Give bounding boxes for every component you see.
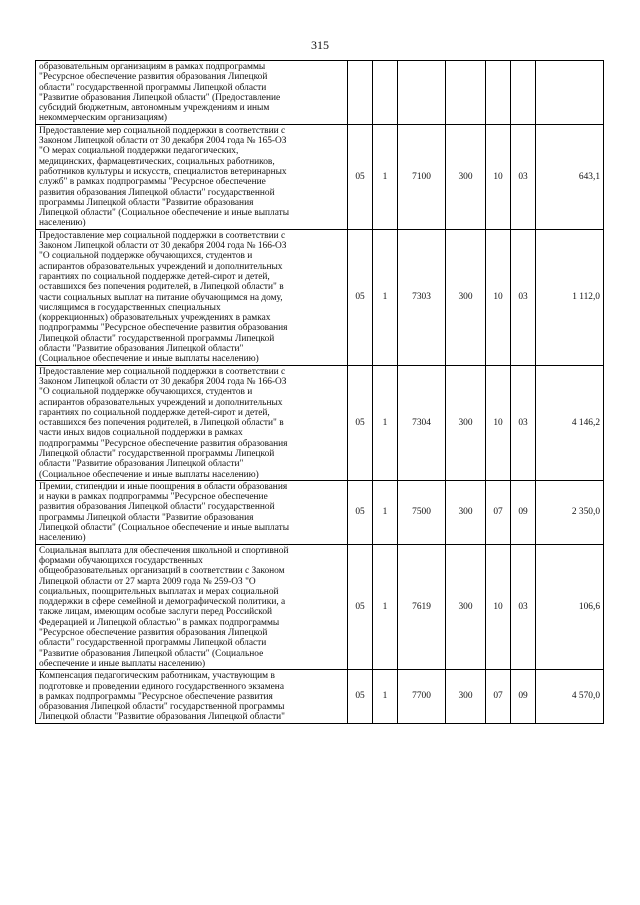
division-code: 07 bbox=[486, 480, 511, 544]
division-code: 07 bbox=[486, 670, 511, 723]
expense-type-code: 300 bbox=[446, 365, 486, 480]
expense-type-code: 300 bbox=[446, 124, 486, 229]
program-code: 1 bbox=[373, 670, 398, 723]
page-number: 315 bbox=[311, 38, 329, 52]
division-code bbox=[486, 61, 511, 125]
amount-value bbox=[536, 61, 604, 125]
amount-value: 643,1 bbox=[536, 124, 604, 229]
division-code: 10 bbox=[486, 229, 511, 365]
table-row bbox=[36, 61, 604, 125]
subprogram-code: 7303 bbox=[398, 229, 446, 365]
subprogram-code: 7619 bbox=[398, 544, 446, 670]
amount-value: 2 350,0 bbox=[536, 480, 604, 544]
expense-type-code bbox=[446, 61, 486, 125]
program-code: 1 bbox=[373, 229, 398, 365]
subprogram-code: 7100 bbox=[398, 124, 446, 229]
table-row bbox=[36, 670, 604, 723]
division-code: 10 bbox=[486, 124, 511, 229]
section-code: 05 bbox=[348, 670, 373, 723]
subdivision-code bbox=[511, 61, 536, 125]
program-code: 1 bbox=[373, 544, 398, 670]
table-row bbox=[36, 229, 604, 365]
row-description: образовательным организациям в рамках подпрограммы "Ресурсное обеспечение развития образования Липецкой области" государственной программы Липецкой области "Развитие образования Липецкой области" (Предоставление субсидий бюджетным, автономным учреждениям и иным некоммерческим организациям) bbox=[36, 61, 348, 125]
amount-value: 4 570,0 bbox=[536, 670, 604, 723]
subdivision-code: 09 bbox=[511, 670, 536, 723]
amount-value: 106,6 bbox=[536, 544, 604, 670]
section-code bbox=[348, 61, 373, 125]
table-row bbox=[36, 480, 604, 544]
program-code: 1 bbox=[373, 124, 398, 229]
section-code: 05 bbox=[348, 124, 373, 229]
expense-type-code: 300 bbox=[446, 229, 486, 365]
subdivision-code: 03 bbox=[511, 544, 536, 670]
program-code: 1 bbox=[373, 480, 398, 544]
budget-table bbox=[35, 60, 604, 724]
amount-value: 1 112,0 bbox=[536, 229, 604, 365]
program-code bbox=[373, 61, 398, 125]
subprogram-code: 7304 bbox=[398, 365, 446, 480]
row-description: Предоставление мер социальной поддержки в соответствии с Законом Липецкой области от 30 декабря 2004 года № 166-ОЗ "О социальной поддержке обучающихся, студентов и аспирантов образовательных учреждений и дополнительных гарантиях по социальной поддержке детей-сирот и детей, оставшихся без попечения родителей, в Липецкой области" в части иных видов социальной поддержки в рамках подпрограммы "Ресурсное обеспечение развития образования Липецкой области" государственной программы Липецкой области "Развитие образования Липецкой области" (Социальное обеспечение и иные выплаты населению) bbox=[36, 365, 348, 480]
expense-type-code: 300 bbox=[446, 544, 486, 670]
amount-value: 4 146,2 bbox=[536, 365, 604, 480]
expense-type-code: 300 bbox=[446, 670, 486, 723]
section-code: 05 bbox=[348, 544, 373, 670]
row-description: Предоставление мер социальной поддержки в соответствии с Законом Липецкой области от 30 декабря 2004 года № 165-ОЗ "О мерах социальной поддержки педагогических, медицинских, фармацевтических, социальных работников, работников культуры и искусств, специалистов ветеринарных служб" в рамках подпрограммы "Ресурсное обеспечение развития образования Липецкой области" государственной программы Липецкой области "Развитие образования Липецкой области" (Социальное обеспечение и иные выплаты населению) bbox=[36, 124, 348, 229]
table-row bbox=[36, 365, 604, 480]
section-code: 05 bbox=[348, 229, 373, 365]
section-code: 05 bbox=[348, 365, 373, 480]
subdivision-code: 09 bbox=[511, 480, 536, 544]
subdivision-code: 03 bbox=[511, 365, 536, 480]
row-description: Предоставление мер социальной поддержки в соответствии с Законом Липецкой области от 30 декабря 2004 года № 166-ОЗ "О социальной поддержке обучающихся, студентов и аспирантов образовательных учреждений и дополнительных гарантиях по социальной поддержке детей-сирот и детей, оставшихся без попечения родителей, в Липецкой области" в части социальных выплат на питание обучающимся на дому, числящимся в государственных специальных (коррекционных) образовательных учреждениях в рамках подпрограммы "Ресурсное обеспечение развития образования Липецкой области" государственной программы Липецкой области "Развитие образования Липецкой области" (Социальное обеспечение и иные выплаты населению) bbox=[36, 229, 348, 365]
program-code: 1 bbox=[373, 365, 398, 480]
subprogram-code: 7500 bbox=[398, 480, 446, 544]
row-description: Компенсация педагогическим работникам, участвующим в подготовке и проведении единого государственного экзамена в рамках подпрограммы "Ресурсное обеспечение развития образования Липецкой области" государственной программы Липецкой области "Развитие образования Липецкой области" bbox=[36, 670, 348, 723]
section-code: 05 bbox=[348, 480, 373, 544]
row-description: Премии, стипендии и иные поощрения в области образования и науки в рамках подпрограммы "Ресурсное обеспечение развития образования Липецкой области" государственной программы Липецкой области "Развитие образования Липецкой области" (Социальное обеспечение и иные выплаты населению) bbox=[36, 480, 348, 544]
table-row bbox=[36, 124, 604, 229]
expense-type-code: 300 bbox=[446, 480, 486, 544]
table-row bbox=[36, 544, 604, 670]
division-code: 10 bbox=[486, 365, 511, 480]
subdivision-code: 03 bbox=[511, 229, 536, 365]
subdivision-code: 03 bbox=[511, 124, 536, 229]
division-code: 10 bbox=[486, 544, 511, 670]
subprogram-code bbox=[398, 61, 446, 125]
row-description: Социальная выплата для обеспечения школьной и спортивной формами обучающихся государственных общеобразовательных организаций в соответствии с Законом Липецкой области от 27 марта 2009 года № 259-ОЗ "О социальных, поощрительных выплатах и мерах социальной поддержки в сфере семейной и демографической политики, а также лицам, имеющим особые заслуги перед Российской Федерацией и Липецкой областью" в рамках подпрограммы "Ресурсное обеспечение развития образования Липецкой области" государственной программы Липецкой области "Развитие образования Липецкой области" (Социальное обеспечение и иные выплаты населению) bbox=[36, 544, 348, 670]
subprogram-code: 7700 bbox=[398, 670, 446, 723]
